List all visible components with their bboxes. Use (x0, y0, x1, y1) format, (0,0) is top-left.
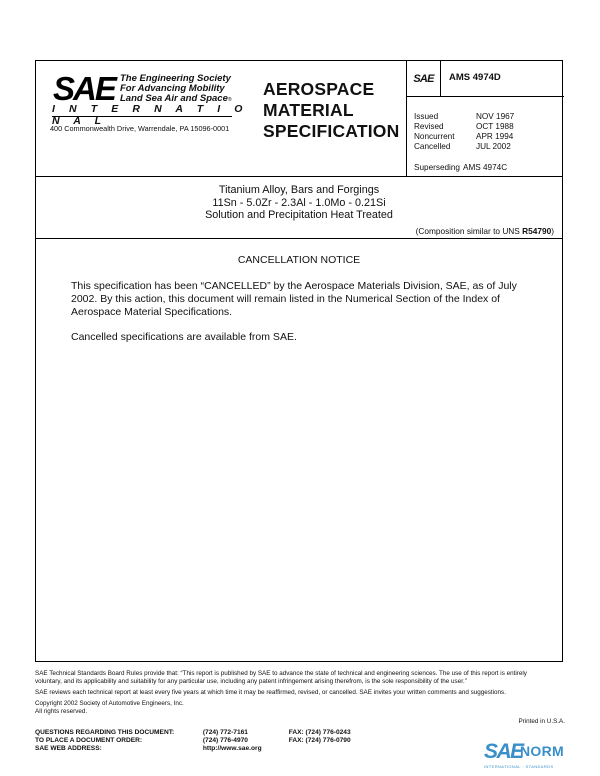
material-title-line-2: 11Sn - 5.0Zr - 2.3Al - 1.0Mo - 0.21Si (212, 196, 386, 209)
sae-web-link[interactable]: http://www.sae.org (202, 745, 262, 752)
spec-title-line-2: MATERIAL (263, 100, 354, 120)
material-title-line-3: Solution and Precipitation Heat Treated (205, 209, 393, 221)
sae-international-text: I N T E R N A T I O N A L (52, 103, 249, 127)
footer-rules-line-2: voluntary, and its applicability and suitability for any particular use, including any patent infringement arising therefrom, is the sole responsibility of the user.” (35, 678, 467, 685)
footer-copyright: Copyright 2002 Society of Automotive Engineers, Inc. (35, 700, 184, 707)
date-row-issued: Issued NOV 1967 (414, 112, 515, 121)
availability-paragraph: Cancelled specifications are available from SAE. (71, 331, 297, 343)
footer-rights: All rights reserved. (35, 708, 88, 715)
footer-review-line: SAE reviews each technical report at least every five years at which time it may be reaffirmed, revised, or cancelled. SAE invites your written comments and suggestions. (35, 689, 506, 696)
superseding-line: Superseding AMS 4974C (414, 163, 508, 172)
document-header (36, 61, 562, 177)
contact-row: SAE WEB ADDRESS: http://www.sae.org (35, 745, 365, 753)
date-row-noncurrent: Noncurrent APR 1994 (414, 132, 514, 141)
cancellation-paragraph: This specification has been “CANCELLED” by the Aerospace Materials Division, SAE, as of July 2002. By this action, this document will remain listed in the Numerical Section of the Index of Aerospace Material Specifications. (71, 280, 517, 318)
sae-address: 400 Commonwealth Drive, Warrendale, PA 15096-0001 (50, 124, 230, 133)
sae-tagline (120, 74, 260, 105)
date-list (414, 112, 514, 152)
sae-norm-watermark (484, 740, 594, 770)
footer-rules-line-1: SAE Technical Standards Board Rules provide that: “This report is published by SAE to advance the state of technical and engineering sciences. The use of this report is entirely (35, 670, 527, 677)
tagline-line-2: For Advancing Mobility (120, 83, 225, 94)
sae-logo-mark: SAE (53, 70, 115, 107)
ams-sae-logo: SAE (407, 61, 441, 97)
printed-in: Printed in U.S.A. (518, 718, 565, 725)
spec-info-column (406, 61, 564, 177)
date-row-revised: Revised OCT 1988 (414, 122, 514, 131)
cancellation-notice-heading: CANCELLATION NOTICE (237, 254, 361, 266)
date-row-cancelled: Cancelled JUL 2002 (414, 142, 511, 151)
contact-row: TO PLACE A DOCUMENT ORDER: (724) 776-4970 FAX: (724) 776-0790 (35, 737, 351, 744)
tagline-line-1: The Engineering Society (120, 73, 231, 84)
ams-number-row (407, 61, 564, 97)
spec-title (263, 79, 399, 142)
document-frame (35, 60, 563, 662)
registered-mark: ® (227, 97, 232, 103)
spec-title-line-3: SPECIFICATION (263, 121, 400, 141)
sae-logo-block (36, 61, 260, 177)
tagline-line-3: Land Sea Air and Space (120, 93, 228, 104)
watermark-sae-mark: SAE (484, 740, 523, 763)
watermark-norm-word: NORM (520, 743, 564, 759)
logo-divider (52, 116, 232, 117)
spec-title-line-1: AEROSPACE (263, 79, 375, 99)
ams-number: AMS 4974D (449, 72, 501, 83)
material-title-block (36, 177, 562, 239)
contact-table (35, 729, 365, 753)
material-title-line-1: Titanium Alloy, Bars and Forgings (218, 184, 380, 196)
composition-note: (Composition similar to UNS R54790) (415, 226, 554, 236)
watermark-subtitle: INTERNATIONAL · STANDARDS (484, 764, 554, 769)
uns-number: R54790 (522, 226, 552, 236)
contact-row: QUESTIONS REGARDING THIS DOCUMENT: (724) 772-7161 FAX: (724) 776-0243 (35, 729, 351, 736)
